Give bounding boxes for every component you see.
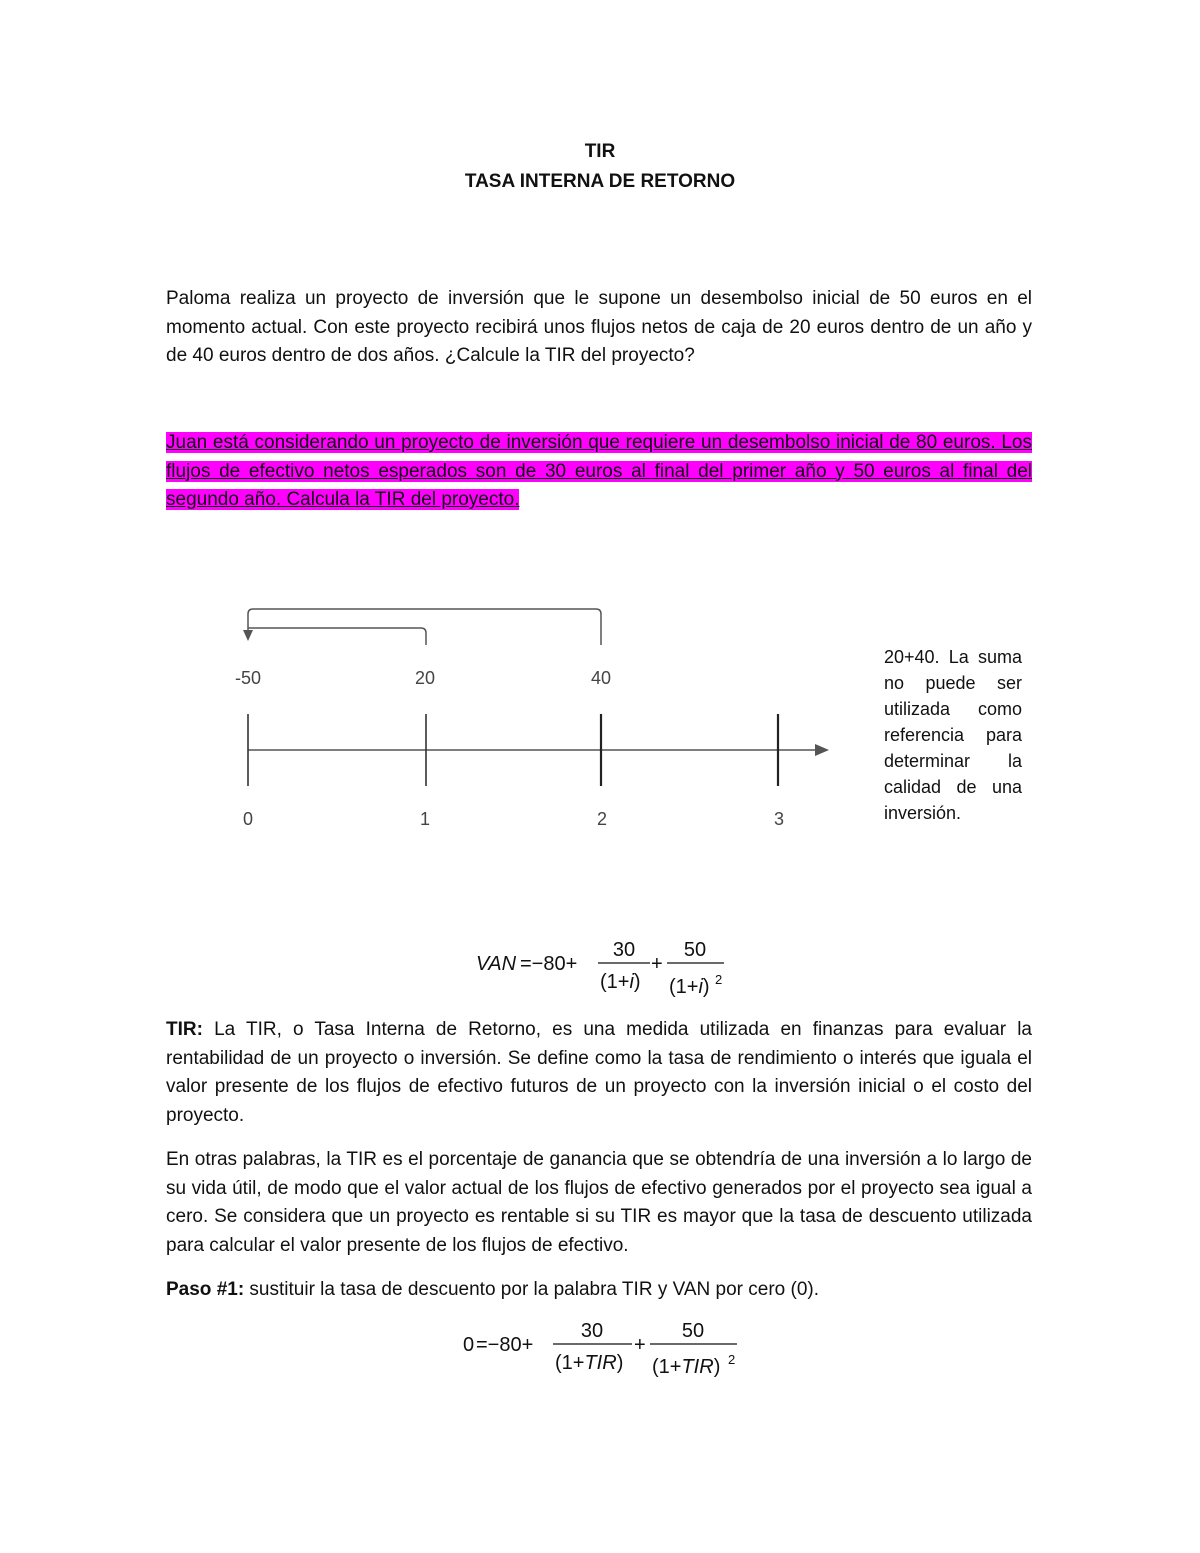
timeline-arrowhead: [815, 744, 829, 756]
tir-num1: 30: [580, 1320, 604, 1342]
cashflow-label-1: 20: [414, 668, 436, 688]
van-lhs: VAN: [476, 953, 517, 975]
period-label-3: 3: [773, 809, 785, 829]
cashflow-label-0: -50: [234, 668, 262, 688]
tir-den2-var: TIR: [681, 1356, 714, 1378]
svg-text:(1+TIR): [652, 1356, 720, 1378]
problem-1-paragraph: Paloma realiza un proyecto de inversión que le supone un desembolso inicial de 50 euros en el momento actual. Con este proyecto recibirá unos flujos netos de caja de 20 euros dentro de un año y de 40 euros dentro de dos años. ¿Calcule la TIR del proyecto?: [166, 288, 1032, 366]
van-den2-open: (1+: [669, 976, 699, 998]
tir-den2-open: (1+: [652, 1356, 682, 1378]
van-num1: 30: [612, 939, 636, 961]
period-label-2: 2: [596, 809, 608, 829]
svg-text:(1+TIR): [555, 1352, 623, 1374]
van-plus: +: [651, 953, 663, 975]
tir-definition-text: La TIR, o Tasa Interna de Retorno, es una medida utilizada en finanzas para evaluar la rentabilidad de un proyecto o inversión. Se define como la tasa de rendimiento o interés que iguala el valor presente de los flujos de efectivo futuros de un proyecto con la inversión inicial o el costo del proyecto.: [166, 1019, 1032, 1126]
tir-definition-label: TIR:: [166, 1019, 203, 1040]
step-1-label: Paso #1:: [166, 1279, 245, 1300]
van-den2-close: ): [702, 976, 710, 998]
explanation-paragraph: En otras palabras, la TIR es el porcentaje de ganancia que se obtendría de una inversión a lo largo de su vida útil, de modo que el valor actual de los flujos de efectivo generados por el proyecto sea igual a cero. Se considera que un proyecto es rentable si su TIR es mayor que la tasa de descuento utilizada para calcular el valor presente de los flujos de efectivo.: [166, 1149, 1032, 1256]
van-exponent: 2: [715, 972, 723, 987]
svg-text:0 =−80+: [463, 1334, 533, 1356]
van-equals: =−80+: [520, 953, 578, 975]
van-num2: 50: [683, 939, 707, 961]
van-den1-var: i: [629, 971, 634, 993]
tir-lhs: 0: [463, 1334, 475, 1356]
side-note: 20+40. La suma no puede ser utilizada como referencia para determinar la calidad de una inversión.: [884, 647, 1022, 823]
van-den1-open: (1+: [600, 971, 630, 993]
step-1-text: sustituir la tasa de descuento por la palabra TIR y VAN por cero (0).: [244, 1279, 820, 1300]
doc-title: TIR: [584, 141, 616, 162]
tir-num2: 50: [681, 1320, 705, 1342]
problem-2-highlight: Juan está considerando un proyecto de inversión que requiere un desembolso inicial de 80 euros. Los flujos de efectivo netos esperados son de 30 euros al final del primer año y 50 euros al final del segundo año. Calcula la TIR del proyecto.: [166, 432, 1032, 510]
tir-den1-close: ): [616, 1352, 624, 1374]
svg-text:(1+i): [669, 976, 710, 998]
tir-den1-var: TIR: [584, 1352, 617, 1374]
van-den2-var: i: [698, 976, 703, 998]
tir-den1-open: (1+: [555, 1352, 585, 1374]
tir-definition: [166, 1016, 1032, 1130]
tir-den2-close: ): [713, 1356, 721, 1378]
tir-plus: +: [634, 1334, 646, 1356]
cashflow-label-2: 40: [590, 668, 612, 688]
cashflow-timeline: [220, 595, 840, 845]
van-formula: [470, 935, 740, 1000]
svg-text:(1+i): [600, 971, 641, 993]
bracket-from-20: [248, 628, 426, 645]
svg-text:VAN =−80+: [476, 953, 577, 975]
step-1: [166, 1276, 1032, 1305]
bracket-arrowhead: [243, 630, 253, 641]
van-den1-close: ): [633, 971, 641, 993]
bracket-from-40: [248, 609, 601, 645]
doc-subtitle: TASA INTERNA DE RETORNO: [464, 171, 736, 192]
period-label-1: 1: [419, 809, 431, 829]
tir-formula: [455, 1315, 755, 1385]
period-label-0: 0: [242, 809, 254, 829]
tir-equals: =−80+: [476, 1334, 534, 1356]
tir-exponent: 2: [728, 1352, 736, 1367]
problem-2-paragraph: [166, 429, 1032, 515]
